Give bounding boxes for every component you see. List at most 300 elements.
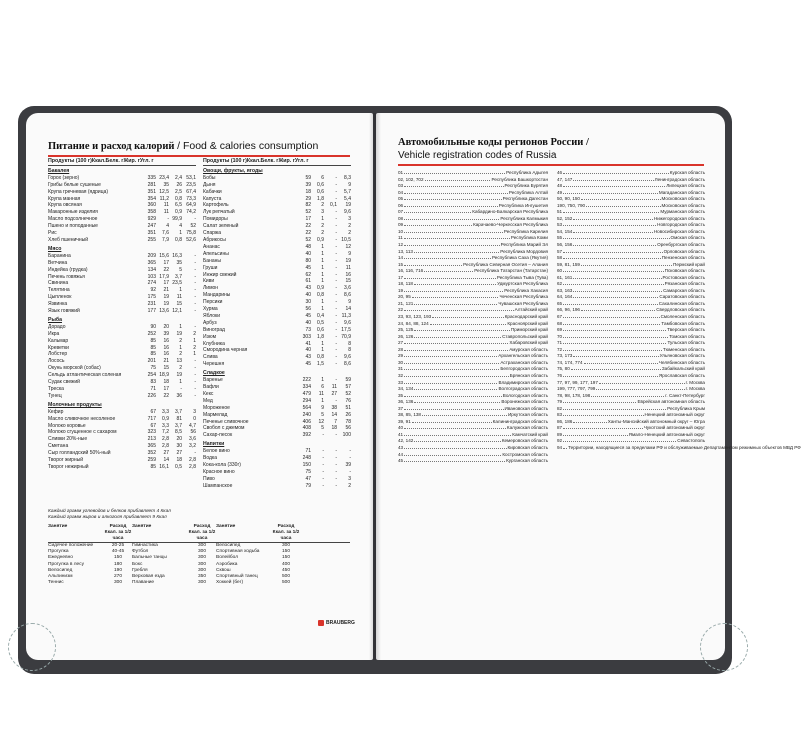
food-name: Творог нежирный [48,463,89,470]
food-value: - [335,236,337,243]
region-name: Территории, находящиеся за пределами РФ и обслуживаемые Департаментом режимных объектов МВД РФ [568,444,801,450]
food-value: 3,6 [344,285,351,292]
brand-logo-icon [318,620,324,626]
food-value: 0,1 [330,202,337,209]
food-name: Свобол с джемом [203,425,245,432]
dot-leader [404,212,471,213]
food-value: - [194,365,196,372]
dot-leader [581,310,655,311]
food-value: 177 [147,308,156,315]
food-section-heading: Молочные продукты [48,401,102,408]
food-value: - [335,278,337,285]
food-value: 0,8 [317,292,324,299]
food-value: 61 [305,278,311,285]
food-value: 254 [147,372,156,379]
region-name: Кабардино-Балкарская Республика [472,209,548,215]
food-value: 92 [150,287,156,294]
region-name: Челябинская область [658,359,705,365]
region-name: Республика Татарстан (Татарстан) [474,268,548,274]
food-value: 76 [345,397,351,404]
region-code: 25, 125 [398,327,414,333]
food-row [203,299,351,306]
region-name: Тверская область [667,327,705,333]
food-value: - [335,216,337,223]
food-row [48,423,196,430]
food-row [203,320,351,327]
title-ru: Питание и расход калорий [48,141,175,152]
dot-leader [404,310,514,311]
dot-leader [404,258,491,259]
food-row [203,361,351,368]
header-cell: Угл. г [294,158,309,164]
title-en: / Food & calories consumption [177,140,319,152]
food-value: 2 [348,223,351,230]
food-row [203,189,351,196]
food-value: 259 [147,457,156,464]
food-row [48,324,196,331]
food-row [203,432,351,439]
food-value: 5 [321,411,324,418]
activity-cell: 300 [281,543,290,549]
food-row [48,365,196,372]
region-name: Севастополь [677,438,705,444]
region-code: 35 [398,392,404,398]
footnote-2: Каждый грамм жиров и алкоголя прибавляет 9 Ккал [48,515,167,520]
region-code: 64, 164 [557,294,573,300]
region-code: 32 [398,372,404,378]
food-value: 0 [193,415,196,422]
dot-leader [404,291,503,292]
food-value: 40 [305,319,311,326]
region-code: 49 [557,189,563,195]
region-name: Псковская область [664,268,705,274]
activity-header-cell: Занятие [48,524,68,529]
food-name: Сахар-песок [203,432,233,439]
food-row [48,464,196,471]
food-value: 16 [345,271,351,278]
region-code: 62 [557,281,563,287]
dot-leader [563,343,666,344]
activity-header-cell: Расход Ккал. за 1/2 часа [272,524,300,542]
region-code: 82 [557,405,563,411]
region-code: 11 [398,235,403,241]
region-code: 01 [398,170,404,175]
food-value: - [335,209,337,216]
region-code: 58 [557,255,563,261]
dot-leader [573,245,656,246]
food-value: 39 [305,181,311,188]
region-name: Забайкальский край [661,366,705,372]
food-row [203,285,351,292]
food-row [203,448,351,455]
food-value: 11,2 [159,195,169,202]
food-value: 22 [163,266,169,273]
food-value: 80 [305,257,311,264]
region-name: Республика Бурятия [504,183,548,189]
activity-header-cell: Занятие [132,524,152,529]
food-value: 564 [302,404,311,411]
food-value: 99,9 [172,216,182,223]
activity-cell: Футбол [132,549,149,555]
food-value: 0,9 [162,415,169,422]
region-code: 86, 186 [557,418,573,424]
food-value: 23,5 [186,181,196,188]
dot-leader [563,448,567,449]
region-code: 31 [398,366,404,372]
food-section-heading: Рыба [48,316,62,323]
food-value: - [194,294,196,301]
food-row [48,338,196,345]
food-name: Инжир свежий [203,271,237,278]
food-value: - [335,174,337,181]
region-name: Ивановская область [504,405,548,411]
dot-leader [573,232,653,233]
food-value: 19 [163,301,169,308]
region-name: Республика Башкортостан [491,176,548,182]
food-row [203,182,351,189]
food-value: 0,6 [317,188,324,195]
food-value: 59 [345,377,351,384]
food-value: 1 [179,379,182,386]
food-table-header [48,158,196,166]
region-name: Тюменская область [663,346,705,352]
food-value: 11 [176,294,182,301]
region-name: Ленинградская область [654,176,705,182]
food-value: 51 [345,404,351,411]
food-row [203,455,351,462]
food-value: - [180,386,182,392]
dot-leader [414,330,510,331]
food-name: Хурма [203,306,218,313]
activity-cell: 500 [281,579,290,585]
food-name: Свинина [48,280,69,287]
food-value: 18 [176,457,182,464]
dot-leader [414,304,497,305]
food-value: 75,8 [186,230,196,237]
food-name: Молоко сгущенное с сахаром [48,429,117,436]
food-value: 351 [147,230,156,237]
food-name: Хлеб пшеничный [48,236,89,243]
region-name: Алтайский край [514,307,548,313]
region-code: 83 [557,412,563,418]
dot-leader [414,402,500,403]
food-value: 17,5 [341,326,351,333]
food-value: 13,6 [159,308,169,315]
food-name: Икра [48,330,60,337]
food-row [203,244,351,251]
food-row [203,462,351,469]
food-value: 929 [147,216,156,223]
region-code: 02, 102, 702 [398,176,424,182]
region-name: Ханты-Мансийский автономный округ – Югра [607,418,705,424]
food-name: Масло подсолнечное [48,216,98,223]
food-value: 2,8 [162,443,169,450]
dot-leader [404,278,496,279]
activity-cell: 40-45 [111,549,125,555]
food-value: 39 [345,461,351,468]
food-value: 78 [345,418,351,425]
food-value: 0,8 [175,236,182,243]
activity-cell: Бокс [132,561,143,567]
food-value: 1 [321,299,324,306]
food-name: Пиво [203,475,215,482]
food-name: Киви [203,278,215,285]
food-name: Персики [203,299,223,306]
corner-marker-right [700,623,748,671]
food-value: 100 [342,432,351,439]
region-code: 52, 152 [557,215,573,221]
region-code: 89 [557,431,563,437]
food-value: 351 [147,188,156,195]
region-name: Волгоградская область [498,386,548,392]
food-name: Слива [203,354,218,361]
region-name: Омская область [670,235,705,241]
food-row [203,265,351,272]
food-row [48,331,196,338]
region-name: Рязанская область [664,281,705,287]
food-value: - [322,448,324,455]
food-value: - [194,308,196,315]
region-name: Хабаровский край [509,340,548,346]
food-row [48,209,196,216]
header-cell: Продукты (100 г) [203,158,247,164]
food-value: - [349,468,351,475]
food-name: Масло сливочное несоленое [48,415,116,422]
food-table-header [203,158,351,166]
food-value: 0,8 [317,354,324,361]
region-name: Новосибирская область [653,228,705,234]
region-name: Кировская область [507,444,548,450]
food-value: 30 [305,299,311,306]
dot-leader [563,350,662,351]
food-row [203,347,351,354]
right-title-underline [398,164,704,166]
food-value: 6 [321,384,324,390]
region-name: Пензенская область [661,255,705,261]
region-code: 57 [557,248,563,254]
food-row [203,223,351,230]
food-value: 2 [321,223,324,230]
food-value: 2 [321,230,324,237]
activity-cell: 150 [113,555,122,561]
food-name: Индейка (грудка) [48,266,88,273]
region-code: 20, 95 [398,294,411,300]
dot-leader [563,186,665,187]
region-code: 17 [398,274,404,280]
dot-leader [563,304,658,305]
region-code: 50, 90, 150 [557,196,580,202]
food-value: 18 [331,425,337,432]
region-code: 18, 118 [398,281,413,287]
food-name: Салат зеленый [203,223,239,230]
food-name: Апельсины [203,250,229,257]
food-value: 1 [321,377,324,384]
footnote-1: Каждый грамм углеводов и белков прибавляет 4 Ккал [48,509,171,514]
region-name: Республика Адыгея [506,170,548,175]
food-value: 19 [176,372,182,379]
food-value: 27 [176,450,182,457]
food-row [48,237,196,244]
food-value: - [335,455,337,462]
food-value: - [194,280,196,287]
food-row [203,327,351,334]
food-value: 82 [305,202,311,209]
dot-leader [432,317,504,318]
food-value: 7,9 [162,236,169,243]
food-value: 85 [150,351,156,358]
region-code: 36, 136 [398,399,414,405]
region-name: Архангельская область [498,353,548,359]
dot-leader [404,206,498,207]
food-value: 40 [305,250,311,257]
food-value: 0,4 [317,312,324,319]
food-value: 5 [321,425,324,432]
food-value: 248 [302,455,311,462]
food-value: 1 [179,287,182,294]
food-value: 0,6 [317,326,324,333]
food-value: - [335,354,337,361]
food-name: Водка [203,455,218,462]
region-code: 199, 777, 797, 799 [557,386,596,392]
food-name: Арбуз [203,319,217,326]
food-value: 0,9 [175,209,182,216]
food-value: - [335,285,337,292]
food-name: Ветчина [48,259,68,266]
food-name: Ананас [203,243,220,250]
food-name: Кальмар [48,337,69,344]
food-name: Шампанское [203,482,233,489]
region-code: 03 [398,183,404,189]
food-value: 18 [305,188,311,195]
activity-cell: 300 [197,555,206,561]
food-row [203,334,351,341]
activity-cell: 350 [197,573,206,579]
food-row [48,294,196,301]
food-row [203,483,351,490]
activity-header [48,524,350,543]
region-code: 14 [398,255,404,261]
food-value: 62 [305,271,311,278]
food-name: Пшено и поподанные [48,223,98,230]
region-name: Новгородская область [657,222,705,228]
dot-leader [404,238,510,239]
region-name: Ставропольский край [502,333,548,339]
dot-leader [404,369,499,370]
dot-leader [573,291,662,292]
food-value: 323 [147,429,156,436]
food-value: 1 [321,397,324,404]
food-value: 20 [163,323,169,330]
region-name: Астраханская область [500,359,548,365]
region-name: Калининградская область [492,418,548,424]
food-name: Язвинка [48,301,68,308]
food-row [203,391,351,398]
food-value: 43 [305,285,311,292]
food-row [203,476,351,483]
region-code: 47, 147 [557,176,573,182]
food-value: - [335,340,337,347]
left-title-underline [48,155,350,157]
food-name: Грибы белые сушеные [48,181,101,188]
food-value: 85 [150,344,156,351]
food-value: - [335,188,337,195]
dot-leader [563,441,676,442]
region-code: 09 [398,222,404,228]
region-name: Республика Ингушетия [498,202,548,208]
food-value: 48 [305,243,311,250]
food-value: 73 [305,326,311,333]
dot-leader [563,409,666,410]
food-value: 17 [163,280,169,287]
food-value: 11 [163,209,169,216]
food-name: Лук репчатый [203,209,235,216]
dot-leader [404,219,499,220]
region-code: 29 [398,353,404,359]
region-code: 39, 91 [398,418,411,424]
region-code: 53 [557,222,563,228]
region-code: 06 [398,202,404,208]
food-value: 358 [147,209,156,216]
food-value: 9,6 [344,209,351,216]
region-code: 48 [557,183,563,189]
activity-cell: Теннис [48,579,64,585]
region-name: Краснодарский край [504,314,548,320]
activity-cell: 150 [281,549,290,555]
food-value: 16 [163,344,169,351]
food-value: - [194,252,196,259]
food-value: 23,4 [159,174,169,181]
dot-leader [563,173,669,174]
right-page-title: Автомобильные коды регионов России / [398,137,589,148]
region-name: Свердловская область [656,307,705,313]
food-table-column-2 [203,158,351,490]
food-value: 27 [163,450,169,457]
food-value: 717 [147,415,156,422]
food-value: 39 [163,330,169,337]
food-value: 56 [305,306,311,313]
region-row [557,444,801,452]
header-cell: Жир. г [278,158,295,164]
food-row [203,405,351,412]
food-value: - [194,372,196,379]
food-value: 12 [345,243,351,250]
dot-leader [599,383,685,384]
food-value: 255 [147,236,156,243]
dot-leader [584,363,658,364]
region-code: 73, 173 [557,353,573,359]
region-name: Ульяновская область [659,353,705,359]
region-name: Камчатский край [512,431,548,437]
region-name: г. Москва [685,386,705,392]
food-row [48,223,196,230]
food-row [48,253,196,260]
activity-cell: 400 [281,561,290,567]
food-name: Молоко коровье [48,422,86,429]
food-name: Рис [48,230,57,237]
region-name: Ненецкий автономный округ [644,412,705,418]
food-value: 360 [147,202,156,209]
food-value: - [349,448,351,455]
dot-leader [404,461,505,462]
dot-leader [591,396,664,397]
region-name: Карачаево-Черкесская Республика [473,222,548,228]
region-code: 77, 97, 99, 177, 197 [557,379,598,385]
dot-leader [573,219,653,220]
region-code: 08 [398,215,404,221]
region-name: Республика Саха (Якутия) [491,255,548,261]
region-code: 28 [398,346,404,352]
dot-leader [414,252,499,253]
